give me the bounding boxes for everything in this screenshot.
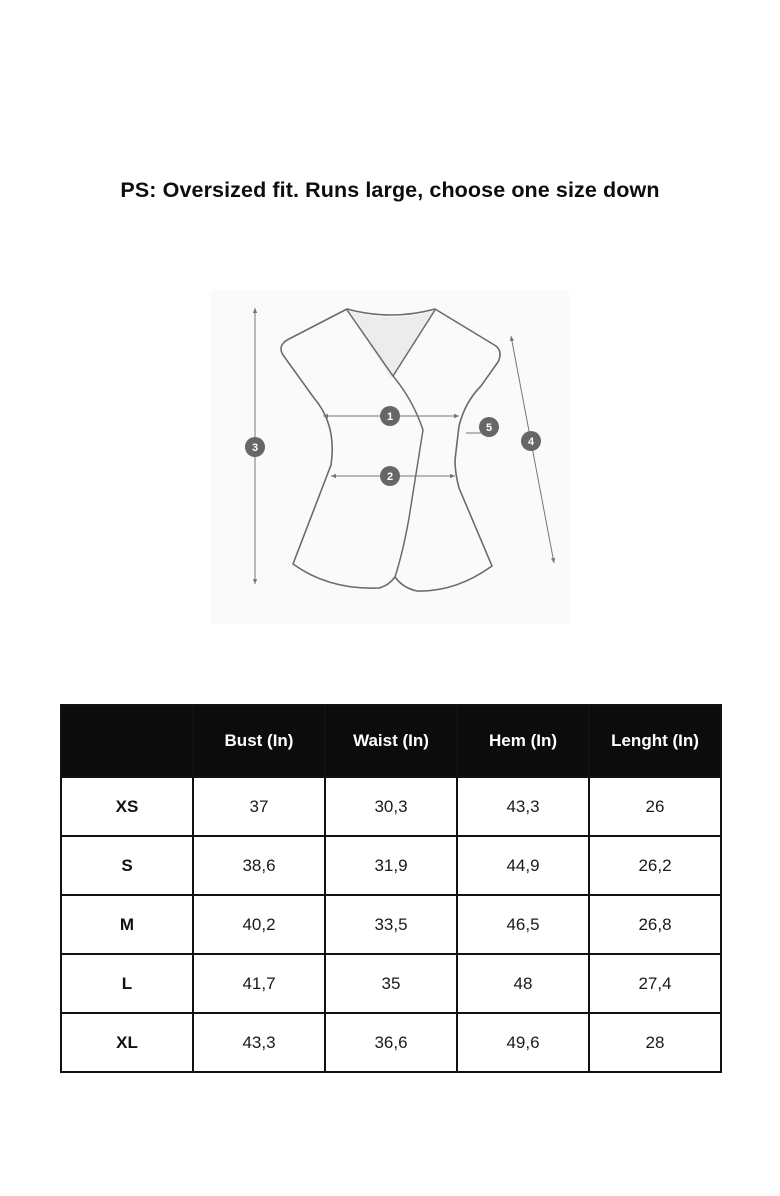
waist-value: 31,9	[325, 836, 457, 895]
table-row	[61, 895, 721, 954]
table-row	[61, 954, 721, 1013]
waist-value: 35	[325, 954, 457, 1013]
waist-value: 33,5	[325, 895, 457, 954]
svg-text:3: 3	[251, 442, 259, 454]
size-label: M	[61, 895, 193, 954]
hem-value: 49,6	[457, 1013, 589, 1072]
hem-value: 44,9	[457, 836, 589, 895]
garment-measurement-diagram	[211, 290, 569, 624]
marker-5	[479, 417, 499, 437]
table-row	[61, 836, 721, 895]
header-size	[61, 705, 193, 777]
length-value: 27,4	[589, 954, 721, 1013]
marker-2	[380, 466, 400, 486]
fit-note: PS: Oversized fit. Runs large, choose one size down	[120, 178, 660, 202]
bust-value: 37	[193, 777, 325, 836]
header-bust: Bust (In)	[193, 705, 325, 777]
header-waist: Waist (In)	[325, 705, 457, 777]
size-chart-table	[60, 704, 722, 1073]
hem-value: 43,3	[457, 777, 589, 836]
size-label: XS	[61, 777, 193, 836]
marker-3	[245, 437, 265, 457]
bust-value: 40,2	[193, 895, 325, 954]
waist-value: 30,3	[325, 777, 457, 836]
header-length: Lenght (In)	[589, 705, 721, 777]
length-value: 26,2	[589, 836, 721, 895]
hem-value: 46,5	[457, 895, 589, 954]
marker-1	[380, 406, 400, 426]
marker-4	[521, 431, 541, 451]
header-hem: Hem (In)	[457, 705, 589, 777]
size-label: XL	[61, 1013, 193, 1072]
length-value: 26,8	[589, 895, 721, 954]
svg-text:1: 1	[386, 411, 394, 423]
header-row	[61, 705, 721, 777]
svg-text:2: 2	[386, 471, 394, 483]
neckline-panel	[347, 310, 435, 378]
size-label: S	[61, 836, 193, 895]
length-value: 26	[589, 777, 721, 836]
bust-value: 43,3	[193, 1013, 325, 1072]
table-row	[61, 1013, 721, 1072]
waist-value: 36,6	[325, 1013, 457, 1072]
hem-value: 48	[457, 954, 589, 1013]
length-value: 28	[589, 1013, 721, 1072]
size-label: L	[61, 954, 193, 1013]
svg-text:5: 5	[485, 422, 493, 434]
vest-illustration	[211, 290, 569, 624]
bust-value: 41,7	[193, 954, 325, 1013]
svg-text:4: 4	[527, 436, 535, 448]
table-row	[61, 777, 721, 836]
bust-value: 38,6	[193, 836, 325, 895]
